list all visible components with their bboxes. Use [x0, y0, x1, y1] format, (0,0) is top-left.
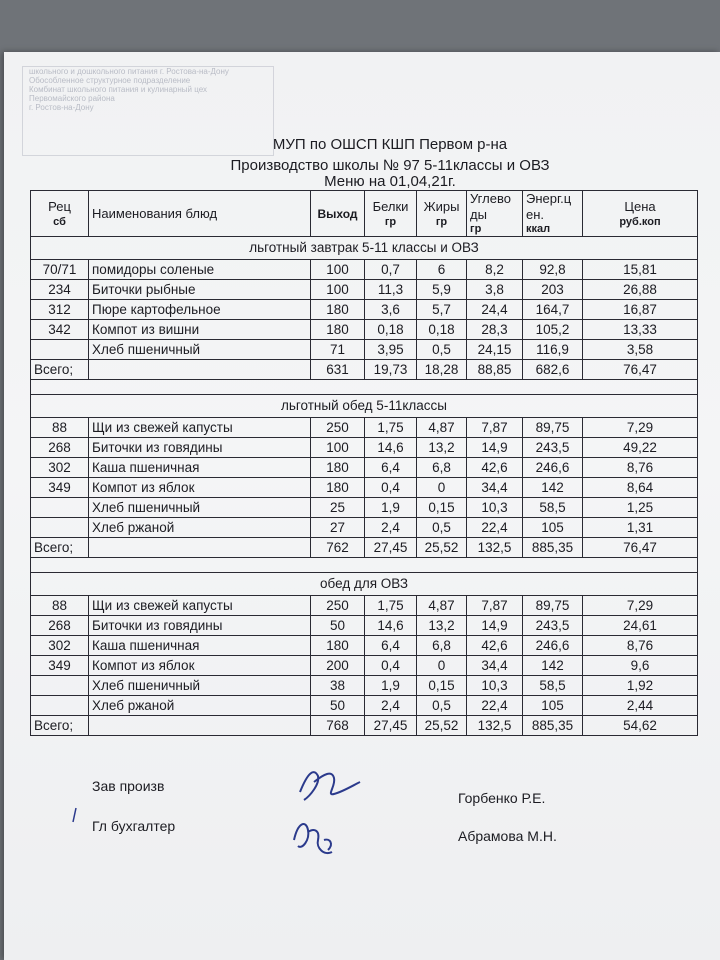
cell-output: 180: [311, 320, 365, 340]
cell-carb: 28,3: [467, 320, 523, 340]
cell-price: 1,25: [583, 498, 698, 518]
cell-rec: 312: [31, 300, 89, 320]
menu-body: [31, 237, 698, 736]
cell-price: 76,47: [583, 360, 698, 380]
cell-protein: 27,45: [365, 716, 417, 736]
spacer-cell: [31, 380, 698, 395]
cell-carb: 132,5: [467, 716, 523, 736]
cell-price: 3,58: [583, 340, 698, 360]
cell-name: Компот из яблок: [89, 478, 311, 498]
cell-output: 631: [311, 360, 365, 380]
cell-protein: 0,18: [365, 320, 417, 340]
cell-protein: 3,6: [365, 300, 417, 320]
cell-rec: 268: [31, 438, 89, 458]
ink-mark: [70, 806, 80, 826]
cell-fat: 4,87: [417, 418, 467, 438]
cell-name: Биточки из говядины: [89, 616, 311, 636]
section-title: обед для ОВЗ: [31, 573, 698, 596]
cell-output: 100: [311, 280, 365, 300]
signature-2: [284, 810, 344, 866]
cell-price: 54,62: [583, 716, 698, 736]
cell-name: Компот из яблок: [89, 656, 311, 676]
cell-energy: 105,2: [523, 320, 583, 340]
cell-energy: 243,5: [523, 438, 583, 458]
cell-energy: 682,6: [523, 360, 583, 380]
cell-rec: 342: [31, 320, 89, 340]
cell-protein: 1,75: [365, 596, 417, 616]
cell-energy: 89,75: [523, 596, 583, 616]
cell-rec: [31, 498, 89, 518]
total-label: Всего;: [31, 538, 89, 558]
cell-carb: 42,6: [467, 636, 523, 656]
cell-energy: 58,5: [523, 676, 583, 696]
table-row: [31, 616, 698, 636]
cell-carb: 34,4: [467, 478, 523, 498]
total-row: [31, 360, 698, 380]
cell-protein: 19,73: [365, 360, 417, 380]
menu-date: Меню на 01,04,21г.: [324, 173, 456, 190]
cell-output: 25: [311, 498, 365, 518]
cell-carb: 24,15: [467, 340, 523, 360]
cell-protein: 1,9: [365, 498, 417, 518]
cell-carb: 22,4: [467, 518, 523, 538]
cell-output: 250: [311, 418, 365, 438]
table-row: [31, 518, 698, 538]
cell-price: 1,31: [583, 518, 698, 538]
table-row: [31, 696, 698, 716]
cell-output: 38: [311, 676, 365, 696]
cell-fat: 0,5: [417, 340, 467, 360]
cell-fat: 25,52: [417, 538, 467, 558]
role-production-head: Зав произв: [92, 778, 165, 794]
cell-protein: 1,75: [365, 418, 417, 438]
cell-carb: 132,5: [467, 538, 523, 558]
cell-rec: [31, 518, 89, 538]
cell-rec: 349: [31, 478, 89, 498]
section-row: [31, 237, 698, 260]
cell-fat: 5,9: [417, 280, 467, 300]
cell-rec: 349: [31, 656, 89, 676]
table-row: [31, 340, 698, 360]
cell-carb: 7,87: [467, 418, 523, 438]
cell-name: Хлеб пшеничный: [89, 676, 311, 696]
col-output: Выход: [311, 191, 365, 237]
cell-fat: 13,2: [417, 616, 467, 636]
col-rec: Рец сб: [31, 191, 89, 237]
cell-fat: 0,5: [417, 518, 467, 538]
cell-carb: 14,9: [467, 438, 523, 458]
cell-rec: 268: [31, 616, 89, 636]
cell-energy: 246,6: [523, 636, 583, 656]
spacer-row: [31, 380, 698, 395]
cell-output: 200: [311, 656, 365, 676]
cell-name: помидоры соленые: [89, 260, 311, 280]
table-row: [31, 676, 698, 696]
cell-price: 26,88: [583, 280, 698, 300]
cell-rec: 88: [31, 418, 89, 438]
table-row: [31, 498, 698, 518]
cell-carb: 10,3: [467, 498, 523, 518]
cell-carb: 88,85: [467, 360, 523, 380]
cell-output: 50: [311, 696, 365, 716]
cell-price: 16,87: [583, 300, 698, 320]
cell-carb: 22,4: [467, 696, 523, 716]
cell-energy: 243,5: [523, 616, 583, 636]
total-label: Всего;: [31, 716, 89, 736]
cell-energy: 105: [523, 696, 583, 716]
cell-output: 100: [311, 260, 365, 280]
cell-carb: 10,3: [467, 676, 523, 696]
cell-name: Щи из свежей капусты: [89, 418, 311, 438]
cell-energy: 116,9: [523, 340, 583, 360]
section-row: [31, 395, 698, 418]
table-row: [31, 636, 698, 656]
col-price: Цена руб.коп: [583, 191, 698, 237]
cell-name: Биточки из говядины: [89, 438, 311, 458]
cell-fat: 6,8: [417, 458, 467, 478]
cell-name: Компот из вишни: [89, 320, 311, 340]
cell-fat: 0: [417, 478, 467, 498]
col-name: Наименования блюд: [89, 191, 311, 237]
cell-price: 24,61: [583, 616, 698, 636]
cell-name: [89, 716, 311, 736]
table-row: [31, 320, 698, 340]
cell-energy: 105: [523, 518, 583, 538]
cell-name: Каша пшеничная: [89, 636, 311, 656]
cell-carb: 3,8: [467, 280, 523, 300]
cell-fat: 6: [417, 260, 467, 280]
cell-name: Каша пшеничная: [89, 458, 311, 478]
cell-name: [89, 360, 311, 380]
cell-carb: 24,4: [467, 300, 523, 320]
role-chief-accountant: Гл бухгалтер: [92, 818, 176, 834]
cell-protein: 1,9: [365, 676, 417, 696]
cell-protein: 6,4: [365, 458, 417, 478]
table-row: [31, 300, 698, 320]
table-row: [31, 438, 698, 458]
cell-energy: 142: [523, 656, 583, 676]
cell-carb: 34,4: [467, 656, 523, 676]
table-row: [31, 418, 698, 438]
stamp: школьного и дошкольного питания г. Ростова-на-Дону Обособленное структурное подразделение Комбинат школьного питания и кулинарный цех Первомайского района г. Ростов-на-Дону: [22, 66, 274, 156]
cell-output: 762: [311, 538, 365, 558]
col-carb: Углево ды гр: [467, 191, 523, 237]
cell-energy: 246,6: [523, 458, 583, 478]
cell-carb: 42,6: [467, 458, 523, 478]
section-title: льготный завтрак 5-11 классы и ОВЗ: [31, 237, 698, 260]
section-title: льготный обед 5-11классы: [31, 395, 698, 418]
cell-output: 50: [311, 616, 365, 636]
cell-fat: 0,15: [417, 676, 467, 696]
cell-fat: 4,87: [417, 596, 467, 616]
cell-price: 76,47: [583, 538, 698, 558]
cell-name: Щи из свежей капусты: [89, 596, 311, 616]
cell-price: 8,76: [583, 458, 698, 478]
cell-rec: 234: [31, 280, 89, 300]
col-fat: Жиры гр: [417, 191, 467, 237]
signature-1: [280, 752, 370, 812]
cell-fat: 25,52: [417, 716, 467, 736]
cell-rec: 302: [31, 458, 89, 478]
cell-rec: [31, 696, 89, 716]
cell-price: 49,22: [583, 438, 698, 458]
section-row: [31, 573, 698, 596]
total-row: [31, 716, 698, 736]
cell-output: 180: [311, 458, 365, 478]
cell-name: [89, 538, 311, 558]
cell-output: 100: [311, 438, 365, 458]
cell-protein: 14,6: [365, 438, 417, 458]
table-row: [31, 458, 698, 478]
cell-fat: 0,18: [417, 320, 467, 340]
col-protein: Белки гр: [365, 191, 417, 237]
cell-carb: 8,2: [467, 260, 523, 280]
spacer-cell: [31, 558, 698, 573]
name-chief-accountant: Абрамова М.Н.: [458, 828, 557, 844]
cell-protein: 27,45: [365, 538, 417, 558]
cell-output: 180: [311, 300, 365, 320]
cell-fat: 5,7: [417, 300, 467, 320]
cell-output: 27: [311, 518, 365, 538]
total-row: [31, 538, 698, 558]
cell-protein: 0,4: [365, 478, 417, 498]
cell-output: 768: [311, 716, 365, 736]
cell-name: Хлеб ржаной: [89, 696, 311, 716]
school-title: Производство школы № 97 5-11классы и ОВЗ: [230, 157, 550, 174]
org-title: МУП по ОШСП КШП Первом р-на: [272, 136, 508, 153]
menu-table: [30, 190, 698, 736]
cell-carb: 7,87: [467, 596, 523, 616]
table-row: [31, 596, 698, 616]
cell-energy: 142: [523, 478, 583, 498]
cell-price: 15,81: [583, 260, 698, 280]
cell-energy: 203: [523, 280, 583, 300]
cell-rec: 70/71: [31, 260, 89, 280]
col-energy: Энерг.ц ен. ккал: [523, 191, 583, 237]
cell-energy: 885,35: [523, 538, 583, 558]
cell-protein: 6,4: [365, 636, 417, 656]
cell-fat: 18,28: [417, 360, 467, 380]
cell-output: 180: [311, 636, 365, 656]
cell-protein: 14,6: [365, 616, 417, 636]
cell-price: 13,33: [583, 320, 698, 340]
cell-output: 71: [311, 340, 365, 360]
cell-price: 8,64: [583, 478, 698, 498]
cell-output: 180: [311, 478, 365, 498]
cell-output: 250: [311, 596, 365, 616]
header-row: [31, 191, 698, 237]
cell-name: Биточки рыбные: [89, 280, 311, 300]
cell-price: 2,44: [583, 696, 698, 716]
cell-name: Хлеб пшеничный: [89, 340, 311, 360]
cell-rec: 88: [31, 596, 89, 616]
cell-price: 7,29: [583, 418, 698, 438]
table-row: [31, 260, 698, 280]
table-row: [31, 280, 698, 300]
cell-carb: 14,9: [467, 616, 523, 636]
cell-protein: 11,3: [365, 280, 417, 300]
cell-energy: 89,75: [523, 418, 583, 438]
table-row: [31, 656, 698, 676]
cell-energy: 92,8: [523, 260, 583, 280]
cell-fat: 0: [417, 656, 467, 676]
cell-fat: 0,5: [417, 696, 467, 716]
cell-rec: [31, 676, 89, 696]
cell-fat: 6,8: [417, 636, 467, 656]
cell-price: 1,92: [583, 676, 698, 696]
cell-price: 9,6: [583, 656, 698, 676]
cell-protein: 3,95: [365, 340, 417, 360]
cell-protein: 0,4: [365, 656, 417, 676]
cell-rec: [31, 340, 89, 360]
name-production-head: Горбенко Р.Е.: [458, 790, 546, 806]
cell-price: 7,29: [583, 596, 698, 616]
cell-name: Пюре картофельное: [89, 300, 311, 320]
cell-fat: 13,2: [417, 438, 467, 458]
cell-name: Хлеб ржаной: [89, 518, 311, 538]
table-row: [31, 478, 698, 498]
cell-protein: 0,7: [365, 260, 417, 280]
spacer-row: [31, 558, 698, 573]
cell-name: Хлеб пшеничный: [89, 498, 311, 518]
cell-energy: 164,7: [523, 300, 583, 320]
cell-protein: 2,4: [365, 696, 417, 716]
cell-fat: 0,15: [417, 498, 467, 518]
cell-energy: 58,5: [523, 498, 583, 518]
cell-rec: 302: [31, 636, 89, 656]
cell-energy: 885,35: [523, 716, 583, 736]
cell-protein: 2,4: [365, 518, 417, 538]
total-label: Всего;: [31, 360, 89, 380]
cell-price: 8,76: [583, 636, 698, 656]
